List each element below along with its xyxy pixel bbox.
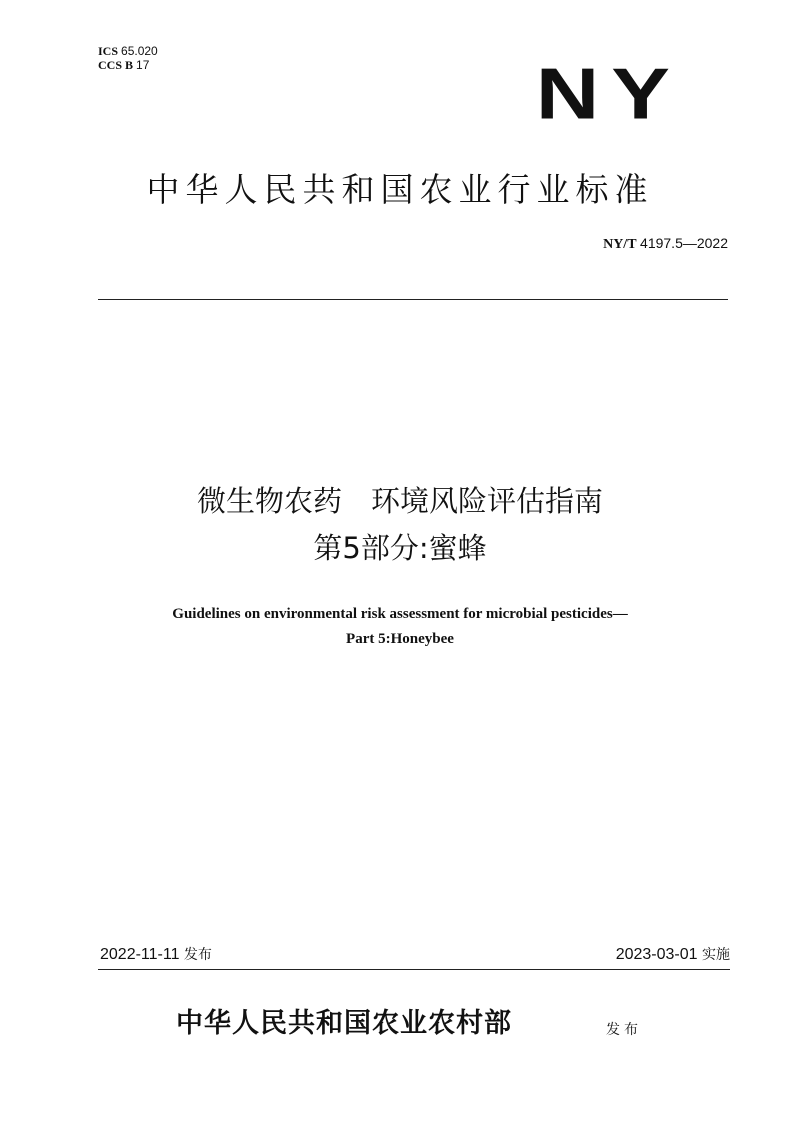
standard-number-value: 4197.5—2022 [640,235,728,251]
standard-number-prefix: NY/T [603,237,637,252]
implement-date: 2023-03-01 [615,946,698,963]
title-cn-line1: 微生物农药 环境风险评估指南 [196,484,603,518]
standard-number [603,234,728,254]
title-en-line2: Part 5:Honeybee [346,631,454,647]
bottom-divider [98,969,730,970]
ny-logo: NY [535,53,682,135]
ics-value: 65.020 [121,44,158,58]
title-en-line1: Guidelines on environmental risk assessment for microbial pesticides— [172,606,628,622]
ics-code [98,44,158,58]
top-divider [98,299,728,300]
implement-date-block [616,944,730,966]
title-cn-line2: 第5部分:蜜蜂 [313,531,487,565]
publish-label: 发布 [183,947,212,963]
ccs-label: CCS B [98,58,134,72]
classification-codes [98,44,158,72]
implement-label: 实施 [702,947,730,963]
standard-title: 中华人民共和国农业行业标准 [146,170,654,209]
ccs-code [98,58,158,72]
issuer-suffix: 发布 [606,1022,642,1038]
issuer-name: 中华人民共和国农业农村部 [176,1008,512,1039]
publish-date: 2022-11-11 [100,946,180,963]
ccs-value: 17 [136,58,150,72]
publish-date-block [100,944,212,966]
ics-label: ICS [98,44,119,58]
